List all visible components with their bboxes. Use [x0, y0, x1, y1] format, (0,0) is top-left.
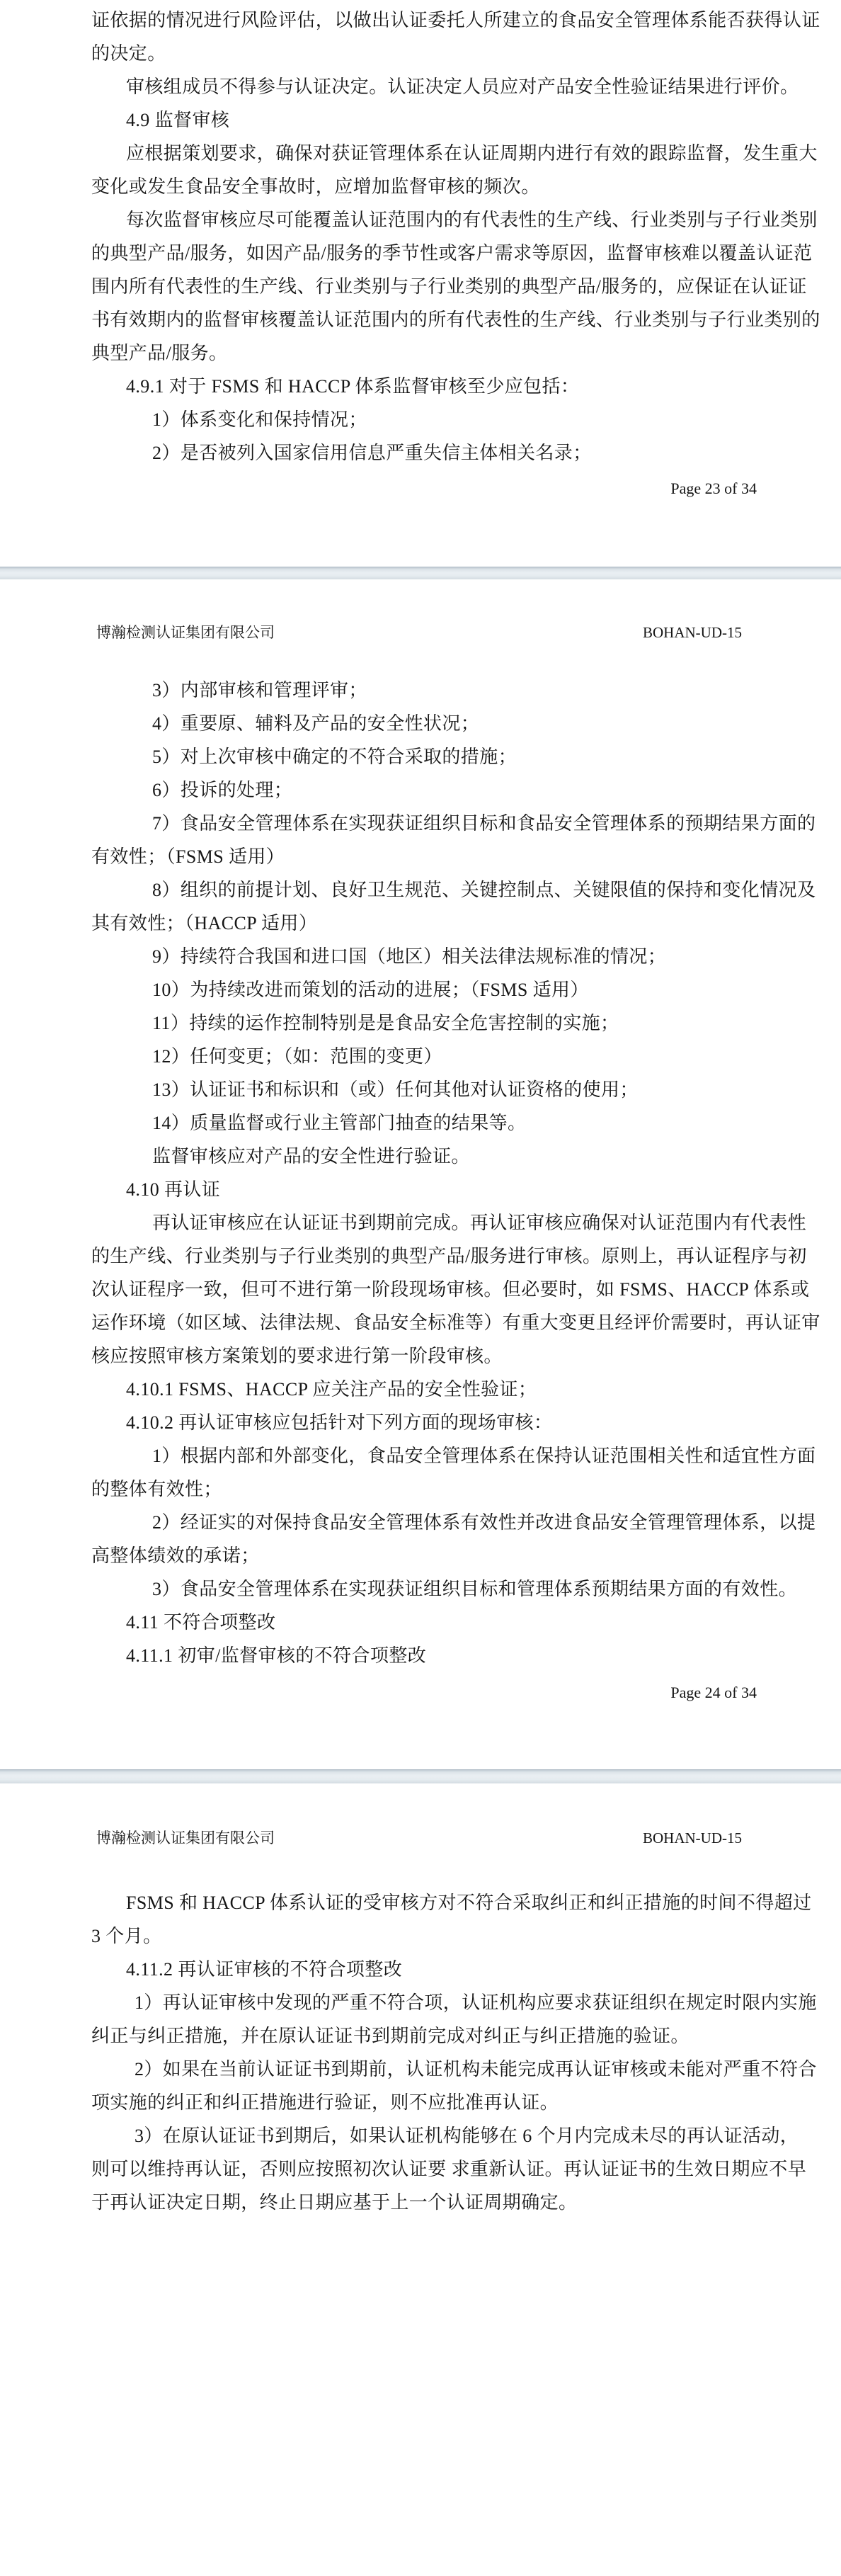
text-line: 纠正与纠正措施，并在原认证证书到期前完成对纠正与纠正措施的验证。: [91, 2026, 690, 2046]
text-line: FSMS 和 HACCP 体系认证的受审核方对不符合采取纠正和纠正措施的时间不得超过: [126, 1893, 812, 1913]
page-separator: [0, 567, 841, 579]
text-line: 的整体有效性；: [91, 1479, 222, 1499]
text-line: 6）投诉的处理；: [152, 780, 293, 800]
text-line: 4.11 不符合项整改: [126, 1612, 276, 1633]
text-line: 2）经证实的对保持食品安全管理体系有效性并改进食品安全管理管理体系，以提: [152, 1512, 816, 1533]
text-line: 4.10.1 FSMS、HACCP 应关注产品的安全性验证；: [126, 1379, 537, 1400]
page-header: [0, 1783, 841, 1846]
page-number: Page 24 of 34: [670, 1684, 757, 1701]
text-line: 14）质量监督或行业主管部门抽查的结果等。: [152, 1113, 527, 1133]
page-header: [0, 579, 841, 641]
text-line: 3 个月。: [91, 1926, 162, 1946]
page-body: [0, 1886, 841, 2219]
text-line: 每次监督审核应尽可能覆盖认证范围内的有代表性的生产线、行业类别与子行业类别: [126, 210, 818, 230]
text-line: 8）组织的前提计划、良好卫生规范、关键控制点、关键限值的保持和变化情况及: [152, 880, 816, 900]
document-code: BOHAN-UD-15: [643, 1829, 742, 1846]
text-line: 运作环境（如区域、法律法规、食品安全标准等）有重大变更且经评价需要时，再认证审: [91, 1312, 820, 1333]
text-line: 其有效性；（HACCP 适用）: [91, 913, 318, 934]
text-line: 证依据的情况进行风险评估，以做出认证委托人所建立的食品安全管理体系能否获得认证: [91, 10, 820, 30]
text-line: 4.11.2 再认证审核的不符合项整改: [126, 1959, 403, 1980]
text-line: 4）重要原、辅料及产品的安全性状况；: [152, 713, 480, 734]
text-line: 5）对上次审核中确定的不符合采取的措施；: [152, 747, 517, 767]
text-line: 核应按照审核方案策划的要求进行第一阶段审核。: [91, 1346, 503, 1366]
text-line: 2）是否被列入国家信用信息严重失信主体相关名录；: [152, 443, 592, 463]
text-line: 典型产品/服务。: [91, 343, 228, 363]
text-line: 再认证审核应在认证证书到期前完成。再认证审核应确保对认证范围内有代表性: [152, 1213, 807, 1233]
text-line: 2）如果在当前认证证书到期前，认证机构未能完成再认证审核或未能对严重不符合: [135, 2059, 817, 2079]
text-line: 4.9 监督审核: [126, 110, 230, 130]
text-line: 书有效期内的监督审核覆盖认证范围内的所有代表性的生产线、行业类别与子行业类别的: [91, 310, 820, 330]
page-body: [0, 4, 841, 470]
text-line: 审核组成员不得参与认证决定。认证决定人员应对产品安全性验证结果进行评价。: [126, 76, 799, 97]
text-line: 的典型产品/服务，如因产品/服务的季节性或客户需求等原因，监督审核难以覆盖认证范: [91, 243, 813, 263]
text-line: 于再认证决定日期，终止日期应基于上一个认证周期确定。: [91, 2192, 578, 2213]
text-line: 1）体系变化和保持情况；: [152, 409, 367, 430]
text-line: 3）食品安全管理体系在实现获证组织目标和管理体系预期结果方面的有效性。: [152, 1579, 798, 1599]
text-line: 变化或发生食品安全事故时，应增加监督审核的频次。: [91, 176, 540, 197]
text-line: 应根据策划要求，确保对获证管理体系在认证周期内进行有效的跟踪监督，发生重大: [126, 143, 818, 164]
document-code: BOHAN-UD-15: [643, 624, 742, 641]
text-line: 10）为持续改进而策划的活动的进展；（FSMS 适用）: [152, 980, 589, 1000]
text-line: 高整体绩效的承诺；: [91, 1545, 260, 1566]
text-line: 3）在原认证证书到期后，如果认证机构能够在 6 个月内完成未尽的再认证活动，: [135, 2126, 799, 2146]
text-line: 11）持续的运作控制特别是是食品安全危害控制的实施；: [152, 1013, 619, 1033]
text-line: 4.10.2 再认证审核应包括针对下列方面的现场审核：: [126, 1412, 553, 1433]
text-line: 13）认证证书和标识和（或）任何其他对认证资格的使用；: [152, 1079, 639, 1100]
text-line: 的决定。: [91, 43, 166, 64]
text-line: 项实施的纠正和纠正措施进行验证，则不应批准再认证。: [91, 2092, 559, 2113]
text-line: 有效性；（FSMS 适用）: [91, 846, 285, 867]
page: [0, 579, 841, 1769]
text-line: 次认证程序一致，但可不进行第一阶段现场审核。但必要时，如 FSMS、HACCP 体系或: [91, 1279, 810, 1300]
text-line: 围内所有代表性的生产线、行业类别与子行业类别的典型产品/服务的，应保证在认证证: [91, 276, 807, 297]
company-name: 博瀚检测认证集团有限公司: [96, 624, 275, 641]
company-name: 博瀚检测认证集团有限公司: [96, 1829, 275, 1846]
text-line: 1）根据内部和外部变化，食品安全管理体系在保持认证范围相关性和适宜性方面: [152, 1446, 816, 1466]
page-separator: [0, 1769, 841, 1783]
text-line: 4.9.1 对于 FSMS 和 HACCP 体系监督审核至少应包括：: [126, 376, 580, 397]
page-body: [0, 674, 841, 1672]
text-line: 4.10 再认证: [126, 1179, 221, 1200]
text-line: 12）任何变更；（如：范围的变更）: [152, 1046, 442, 1067]
text-line: 3）内部审核和管理评审；: [152, 680, 367, 700]
text-line: 9）持续符合我国和进口国（地区）相关法律法规标准的情况；: [152, 946, 667, 967]
text-line: 4.11.1 初审/监督审核的不符合项整改: [126, 1645, 427, 1666]
text-line: 监督审核应对产品的安全性进行验证。: [152, 1146, 470, 1167]
text-line: 则可以维持再认证，否则应按照初次认证要 求重新认证。再认证证书的生效日期应不早: [91, 2159, 807, 2179]
page-number: Page 23 of 34: [670, 480, 757, 497]
text-line: 1）再认证审核中发现的严重不符合项，认证机构应要求获证组织在规定时限内实施: [135, 1992, 817, 2013]
page: [0, 1783, 841, 2576]
text-line: 7）食品安全管理体系在实现获证组织目标和食品安全管理体系的预期结果方面的: [152, 813, 816, 834]
page: [0, 0, 841, 567]
text-line: 的生产线、行业类别与子行业类别的典型产品/服务进行审核。原则上，再认证程序与初: [91, 1246, 807, 1266]
